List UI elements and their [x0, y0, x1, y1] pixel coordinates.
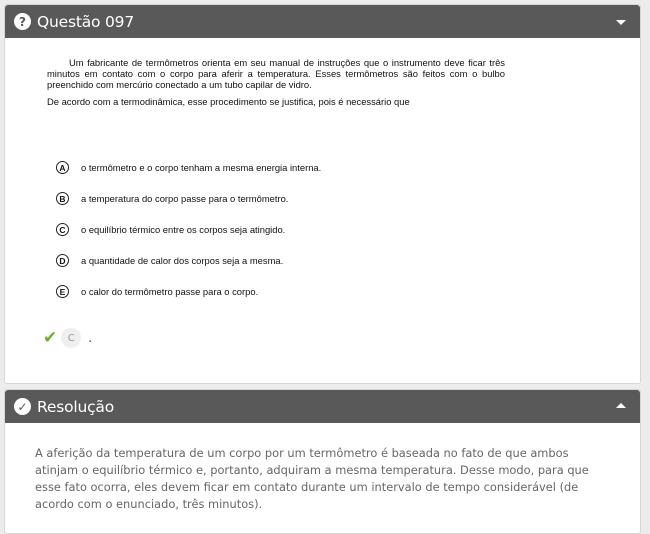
caret-down-icon[interactable]: [616, 20, 626, 25]
alternative-letter: B: [56, 192, 69, 205]
alternative-b: [56, 192, 288, 205]
alternative-letter: D: [56, 254, 69, 267]
check-circle-icon: ✓: [14, 398, 31, 415]
correct-answer: [43, 328, 92, 348]
alternative-text: a quantidade de calor dos corpos seja a mesma.: [81, 255, 284, 266]
answer-letter-badge: C: [61, 328, 81, 348]
question-circle-icon: ?: [14, 13, 31, 30]
alternative-text: o calor do termômetro passe para o corpo.: [81, 286, 259, 297]
resolution-title: Resolução: [37, 397, 115, 416]
question-prompt: De acordo com a termodinâmica, esse procedimento se justifica, pois é necessário que: [47, 96, 410, 107]
question-panel: [4, 4, 641, 384]
resolution-panel: [4, 389, 641, 534]
alternative-letter: A: [56, 161, 69, 174]
alternative-text: o equilíbrio térmico entre os corpos seja atingido.: [81, 224, 286, 235]
question-image: [47, 57, 505, 107]
resolution-text: A aferição da temperatura de um corpo por um termômetro é baseada no fato de que ambos atinjam o equilíbrio térmico e, portanto, adquiram a mesma temperatura. Desse modo, para que esse fato ocorra, eles devem ficar em contato durante um intervalo de tempo considerável (de acordo com o enunciado, três minutos).: [35, 446, 589, 511]
alternative-text: o termômetro e o corpo tenham a mesma energia interna.: [81, 162, 322, 173]
question-title: Questão 097: [37, 12, 135, 31]
alternative-c: [56, 223, 285, 236]
alternative-e: [56, 285, 258, 298]
resolution-panel-header[interactable]: [5, 390, 640, 423]
alternative-text: a temperatura do corpo passe para o termômetro.: [81, 193, 289, 204]
answer-suffix: .: [88, 331, 93, 345]
caret-up-icon[interactable]: [616, 403, 626, 408]
question-panel-header[interactable]: [5, 5, 640, 38]
alternative-a: [56, 161, 321, 174]
alternative-letter: E: [56, 285, 69, 298]
alternative-d: [56, 254, 283, 267]
question-stem: Um fabricante de termômetros orienta em seu manual de instruções que o instrumento deve ficar três minutos em contato com o corpo para aferir a temperatura. Esses termômetros são feitos com o bulbo preenchido com mercúrio conectado a um tubo capilar de vidro.: [47, 57, 505, 90]
alternative-letter: C: [56, 223, 69, 236]
check-icon: ✔: [43, 328, 58, 348]
